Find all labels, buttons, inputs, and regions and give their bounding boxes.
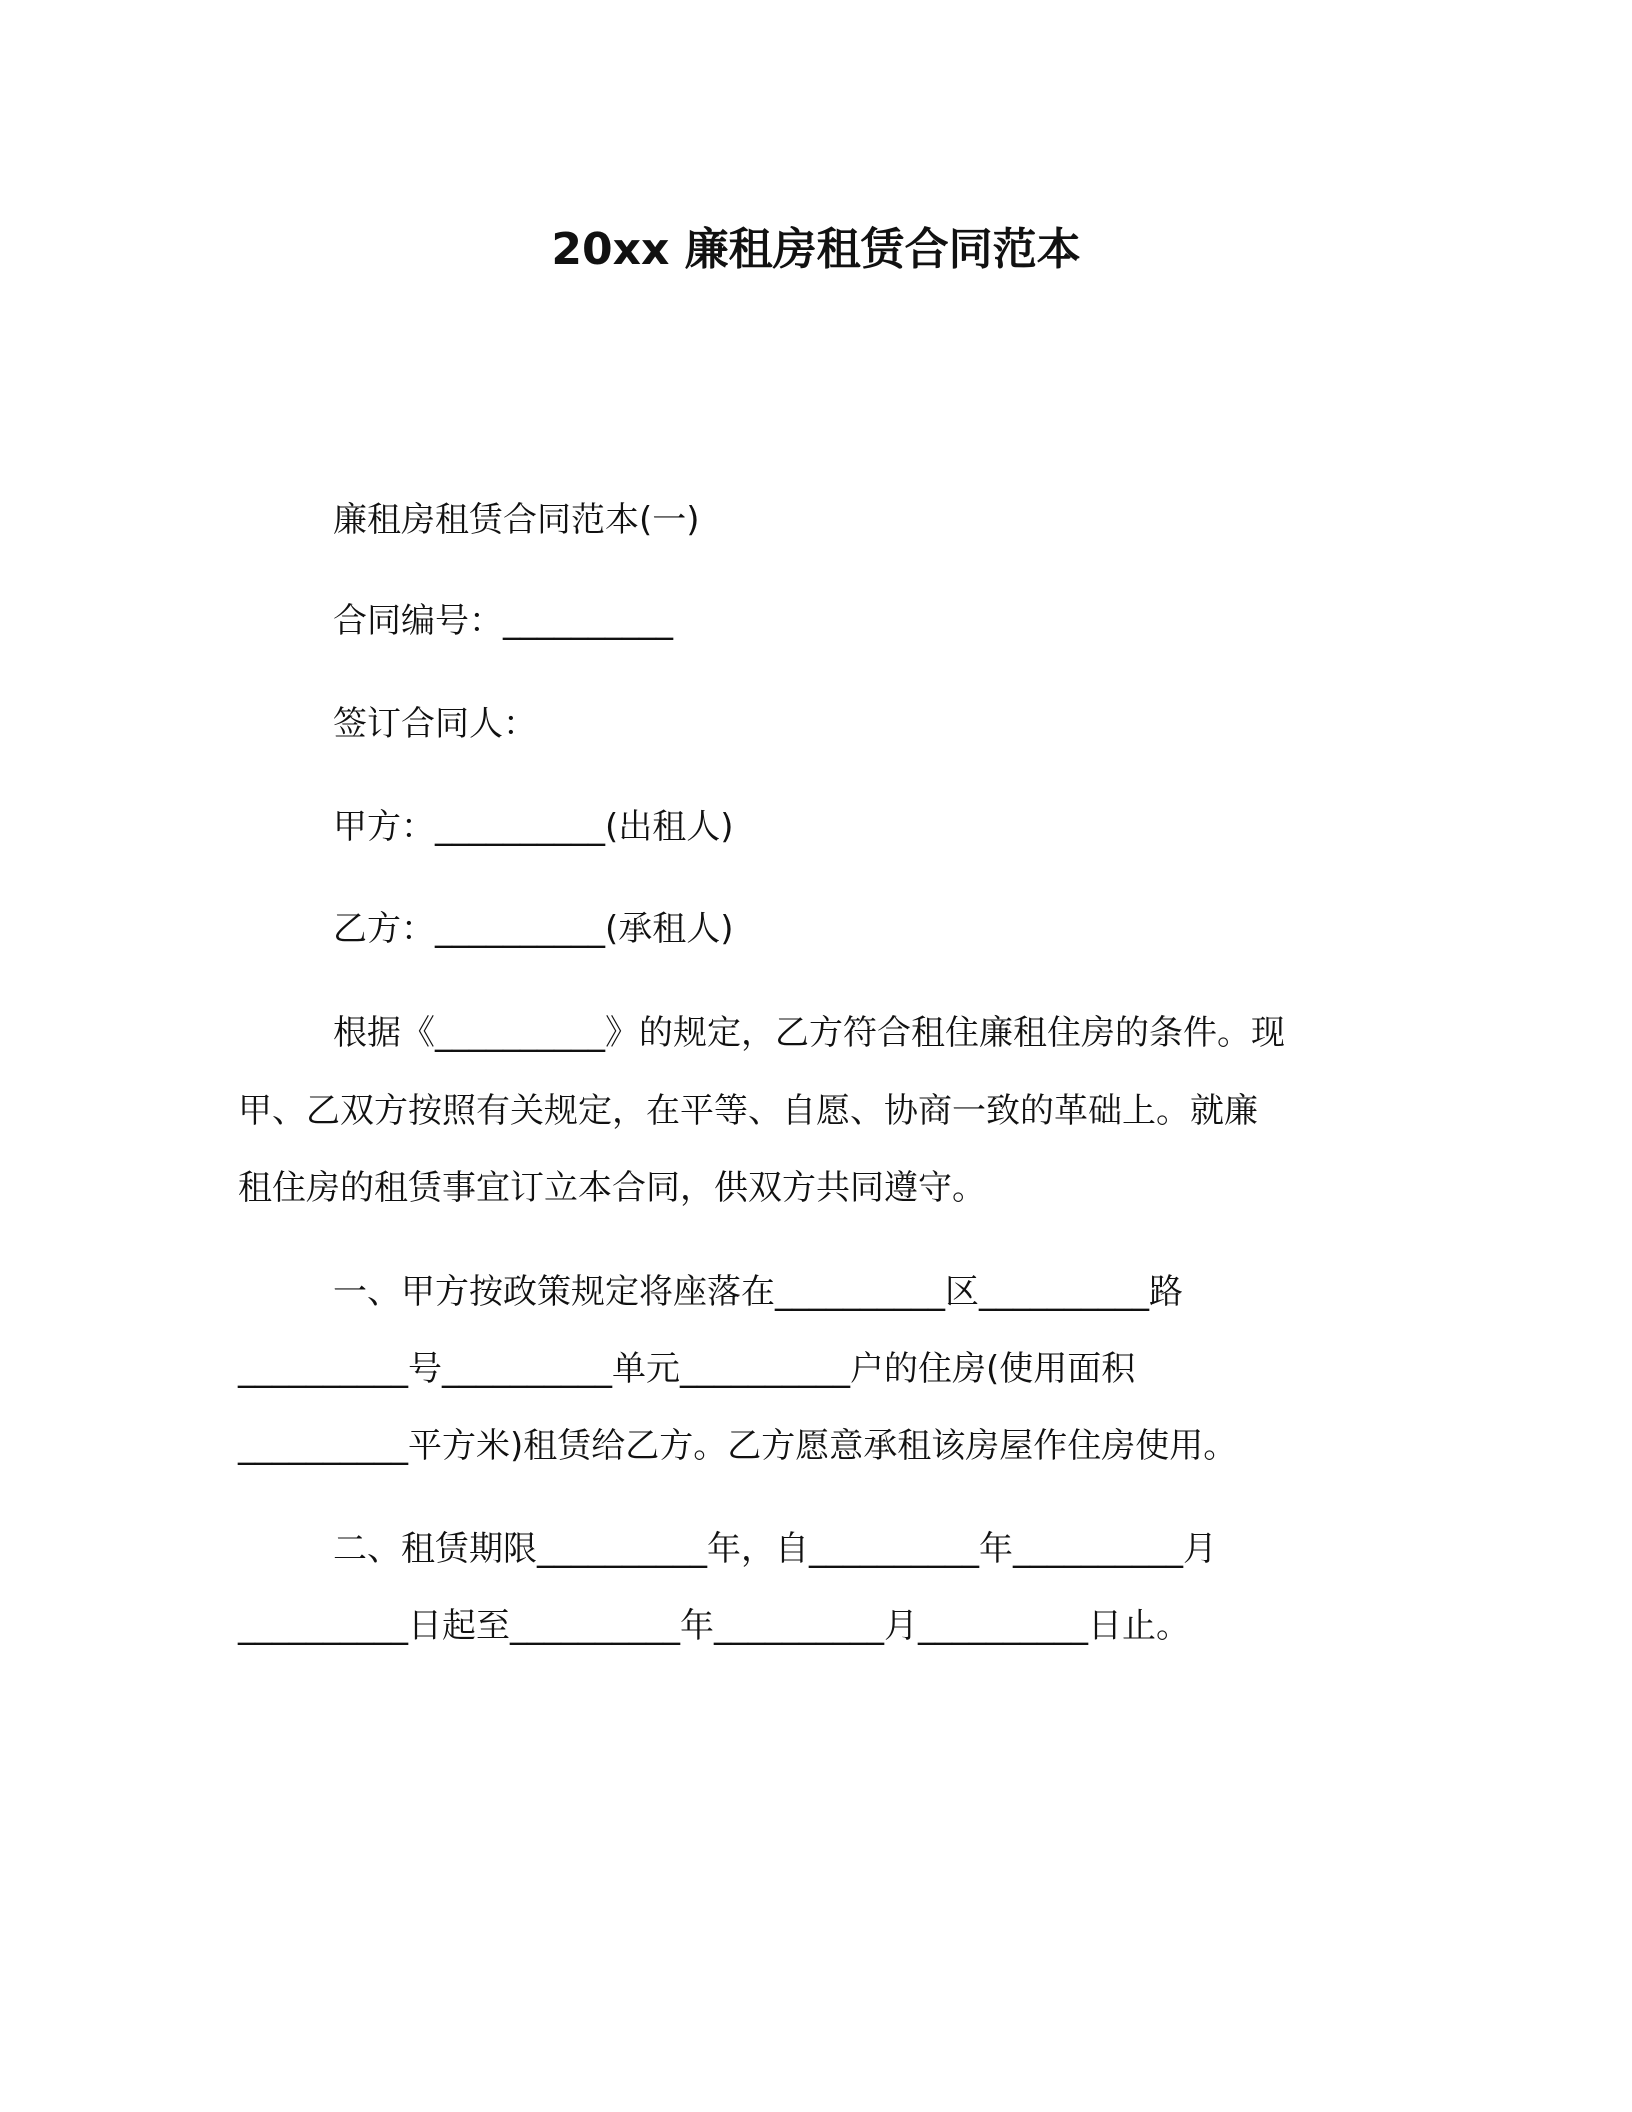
preamble-line-2: 甲、乙双方按照有关规定，在平等、自愿、协商一致的革础上。就廉: [238, 1091, 1258, 1131]
document-title: 20xx 廉租房租赁合同范本: [551, 224, 1081, 275]
clause-1-line-2: __________号__________单元__________户的住房(使用面积: [238, 1349, 1136, 1389]
clause-1-line-1: 一、甲方按政策规定将座落在__________区__________路: [333, 1272, 1183, 1312]
party-a-line: 甲方：__________(出租人): [333, 807, 734, 847]
clause-2-line-1: 二、租赁期限__________年，自__________年__________月: [333, 1529, 1217, 1569]
clause-2-line-2: __________日起至__________年__________月__________日止。: [238, 1606, 1190, 1646]
preamble-line-3: 租住房的租赁事宜订立本合同，供双方共同遵守。: [238, 1168, 986, 1208]
contract-number-line: 合同编号：__________: [333, 601, 673, 641]
preamble-line-1: 根据《__________》的规定，乙方符合租住廉租住房的条件。现: [333, 1013, 1285, 1053]
party-b-line: 乙方：__________(承租人): [333, 909, 734, 949]
subtitle-line: 廉租房租赁合同范本(一): [333, 500, 700, 540]
clause-1-line-3: __________平方米)租赁给乙方。乙方愿意承租该房屋作住房使用。: [238, 1426, 1238, 1466]
signatories-line: 签订合同人：: [333, 704, 537, 744]
